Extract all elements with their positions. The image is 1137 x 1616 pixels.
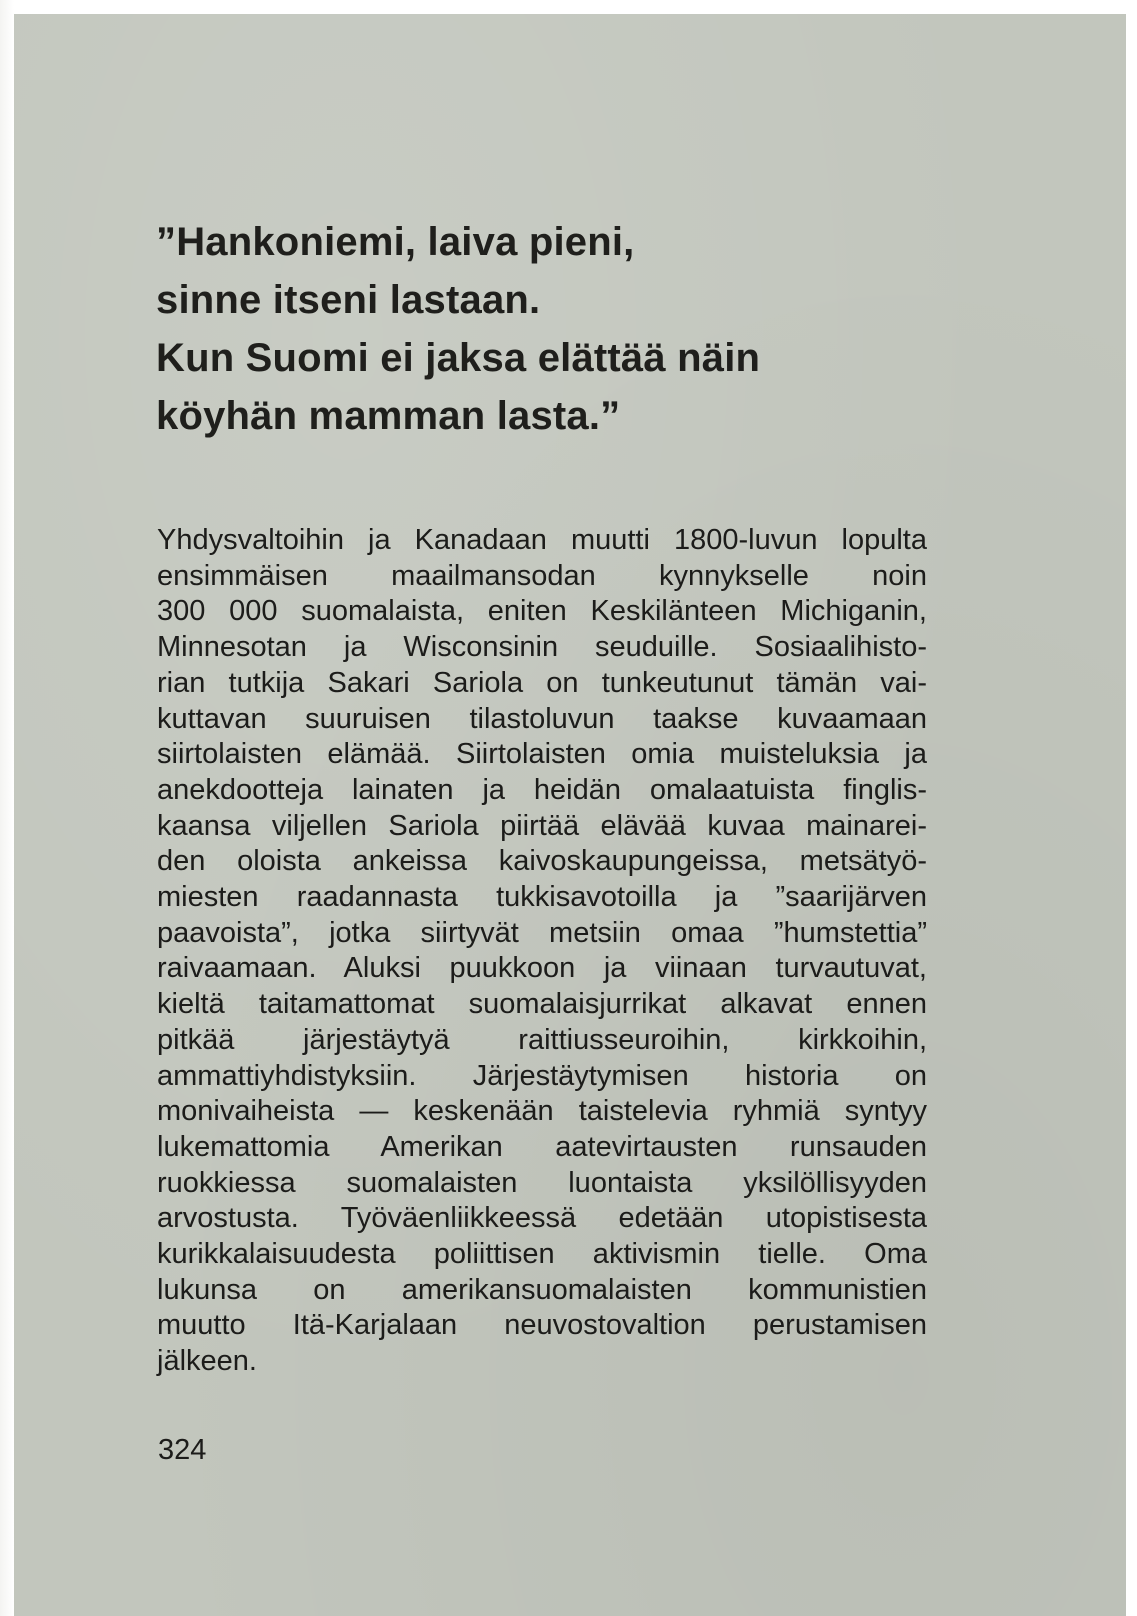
blurb-line: den oloista ankeissa kaivoskaupungeissa, metsätyö-	[157, 845, 927, 878]
blurb-line: pitkää järjestäytyä raittiusseuroihin, kirkkoihin,	[157, 1023, 927, 1056]
blurb-line: siirtolaisten elämää. Siirtolaisten omia muisteluksia ja	[157, 738, 927, 771]
book-back-cover	[14, 14, 1126, 1616]
blurb-line: kaansa viljellen Sariola piirtää elävää kuvaa mainarei-	[157, 809, 927, 842]
blurb-line: lukemattomia Amerikan aatevirtausten runsauden	[157, 1130, 927, 1163]
blurb-line: miesten raadannasta tukkisavotoilla ja ”saarijärven	[157, 881, 927, 914]
blurb-line: jälkeen.	[157, 1345, 257, 1378]
quote-line: köyhän mamman lasta.”	[156, 394, 621, 438]
blurb-line: raivaamaan. Aluksi puukkoon ja viinaan turvautuvat,	[157, 952, 927, 985]
blurb-line: ruokkiessa suomalaisten luontaista yksilöllisyyden	[157, 1166, 927, 1199]
blurb-line: ensimmäisen maailmansodan kynnykselle noin	[157, 559, 927, 592]
blurb-line: arvostusta. Työväenliikkeessä edetään utopistisesta	[157, 1202, 927, 1235]
blurb-line: monivaiheista — keskenään taistelevia ryhmiä syntyy	[157, 1095, 927, 1128]
blurb-line: Minnesotan ja Wisconsinin seuduille. Sosiaalihisto-	[157, 631, 927, 664]
quote-line: sinne itseni lastaan.	[156, 278, 541, 322]
blurb-line: Yhdysvaltoihin ja Kanadaan muutti 1800-luvun lopulta	[157, 524, 927, 556]
blurb-line: kurikkalaisuudesta poliittisen aktivismin tielle. Oma	[157, 1238, 927, 1271]
blurb-line: ammattiyhdistyksiin. Järjestäytymisen historia on	[157, 1059, 927, 1092]
blurb-line: lukunsa on amerikansuomalaisten kommunistien	[157, 1273, 927, 1306]
quote-line: ”Hankoniemi, laiva pieni,	[156, 220, 635, 264]
blurb-line: rian tutkija Sakari Sariola on tunkeutunut tämän vai-	[157, 666, 927, 699]
quote-line: Kun Suomi ei jaksa elättää näin	[156, 336, 761, 380]
cover-quote	[156, 213, 976, 445]
blurb-line: kuttavan suuruisen tilastoluvun taakse kuvaamaan	[157, 702, 927, 735]
scan-margin	[0, 0, 14, 1616]
blurb-line: kieltä taitamattomat suomalaisjurrikat alkavat ennen	[157, 988, 927, 1021]
blurb-line: 300 000 suomalaista, eniten Keskilänteen Michiganin,	[157, 595, 927, 628]
blurb-line: anekdootteja lainaten ja heidän omalaatuista finglis-	[157, 773, 927, 806]
blurb-line: muutto Itä-Karjalaan neuvostovaltion perustamisen	[157, 1309, 927, 1342]
blurb-text	[157, 523, 927, 1380]
blurb-line: paavoista”, jotka siirtyvät metsiin omaa ”humstettia”	[157, 916, 927, 949]
page-number: 324	[158, 1434, 207, 1466]
